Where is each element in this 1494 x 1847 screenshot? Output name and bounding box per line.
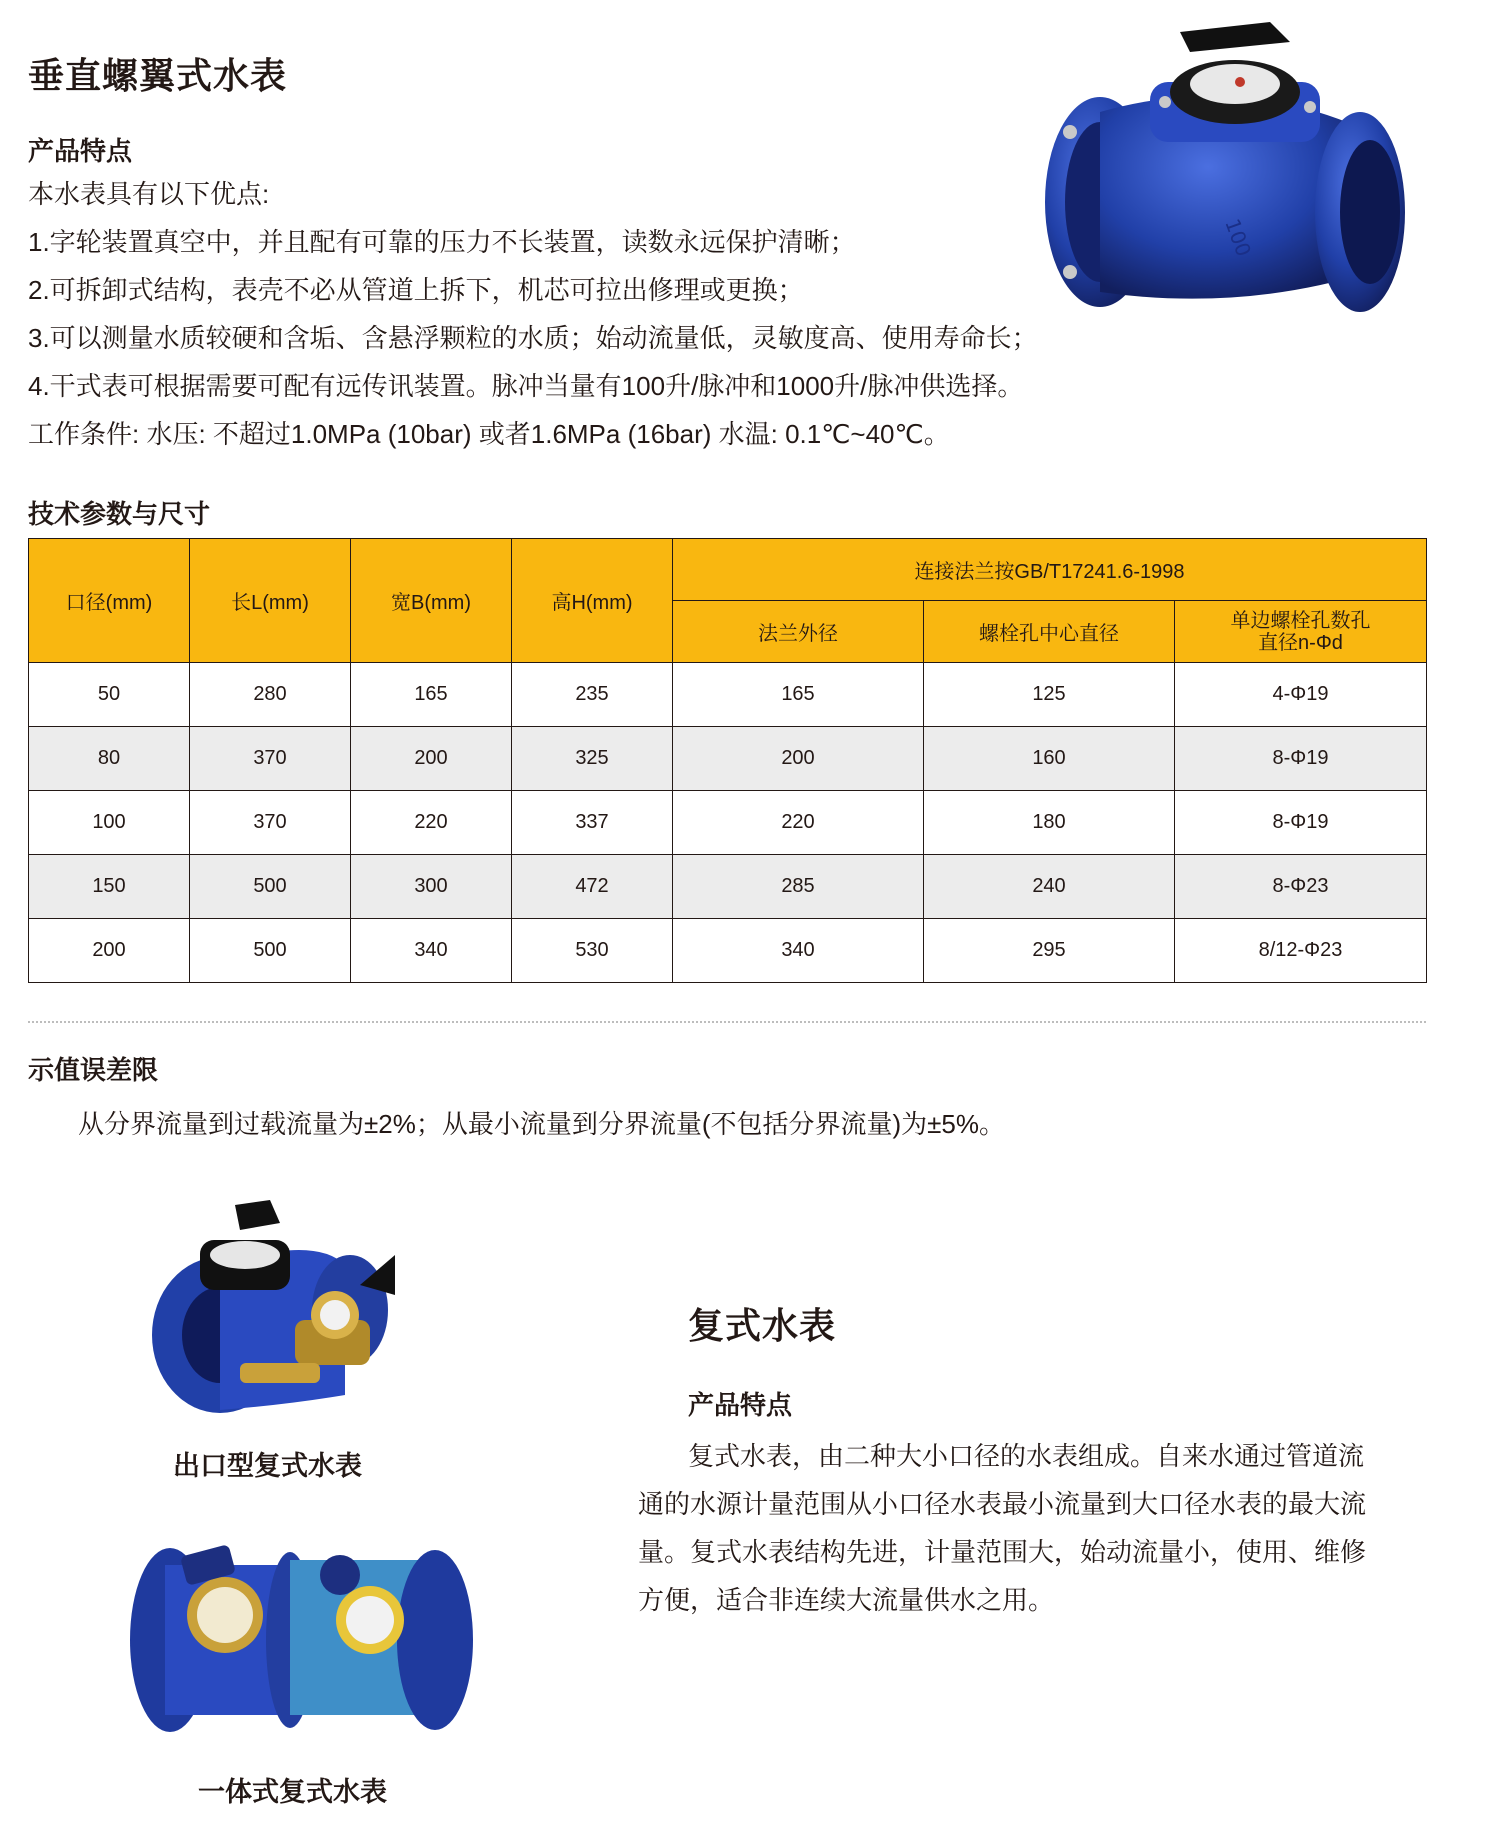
table-cell: 472 [512, 855, 673, 919]
table-row [29, 663, 1427, 727]
col-header-width: 宽B(mm) [351, 539, 512, 663]
table-cell: 200 [351, 727, 512, 791]
col-header-length: 长L(mm) [190, 539, 351, 663]
table-cell: 240 [924, 855, 1175, 919]
table-cell: 165 [673, 663, 924, 727]
col-header-diameter: 口径(mm) [29, 539, 190, 663]
export-compound-meter-image [145, 1195, 405, 1425]
table-cell: 200 [29, 919, 190, 983]
table-cell: 150 [29, 855, 190, 919]
table-cell: 8-Φ19 [1175, 791, 1427, 855]
table-heading: 技术参数与尺寸 [28, 499, 211, 529]
page-title: 垂直螺翼式水表 [28, 55, 288, 96]
table-row [29, 791, 1427, 855]
table-cell: 220 [673, 791, 924, 855]
feature-point: 3.可以测量水质较硬和含垢、含悬浮颗粒的水质；始动流量低，灵敏度高、使用寿命长； [28, 323, 1038, 353]
table-cell: 8/12-Φ23 [1175, 919, 1427, 983]
table-cell: 500 [190, 855, 351, 919]
product-caption-export: 出口型复式水表 [173, 1451, 362, 1481]
table-cell: 370 [190, 791, 351, 855]
intro-text: 本水表具有以下优点: [28, 179, 270, 209]
table-cell: 160 [924, 727, 1175, 791]
col-header-height: 高H(mm) [512, 539, 673, 663]
table-cell: 200 [673, 727, 924, 791]
col-header-flange-od: 法兰外径 [673, 601, 924, 663]
section2-paragraph-line: 复式水表，由二种大小口径的水表组成。自来水通过管道流 [688, 1441, 1365, 1471]
col-header-flange-group: 连接法兰按GB/T17241.6-1998 [673, 539, 1427, 601]
table-cell: 325 [512, 727, 673, 791]
product-caption-integrated: 一体式复式水表 [198, 1777, 387, 1807]
table-cell: 280 [190, 663, 351, 727]
dotted-divider [28, 1021, 1426, 1023]
section2-paragraph-line: 通的水源计量范围从小口径水表最小流量到大口径水表的最大流 [638, 1489, 1367, 1519]
table-cell: 340 [351, 919, 512, 983]
features-heading: 产品特点 [28, 136, 133, 166]
error-limit-heading: 示值误差限 [28, 1055, 159, 1085]
section2-paragraph-line: 量。复式水表结构先进，计量范围大，始动流量小，使用、维修 [638, 1537, 1367, 1567]
table-row [29, 919, 1427, 983]
spec-table [28, 538, 1427, 983]
col-header-bolt-holes: 单边螺栓孔数孔直径n-Φd [1175, 601, 1427, 663]
table-cell: 80 [29, 727, 190, 791]
table-row [29, 855, 1427, 919]
section2-features-heading: 产品特点 [688, 1390, 793, 1420]
table-row [29, 727, 1427, 791]
table-cell: 337 [512, 791, 673, 855]
table-cell: 165 [351, 663, 512, 727]
svg-text:100: 100 [1220, 215, 1256, 260]
table-cell: 500 [190, 919, 351, 983]
table-cell: 4-Φ19 [1175, 663, 1427, 727]
table-cell: 285 [673, 855, 924, 919]
table-cell: 340 [673, 919, 924, 983]
table-cell: 530 [512, 919, 673, 983]
section2-title: 复式水表 [688, 1305, 837, 1346]
table-cell: 125 [924, 663, 1175, 727]
table-cell: 300 [351, 855, 512, 919]
feature-point: 2.可拆卸式结构，表壳不必从管道上拆下，机芯可拉出修理或更换； [28, 275, 804, 305]
section2-paragraph-line: 方便，适合非连续大流量供水之用。 [638, 1585, 1055, 1615]
col-header-bolt-circle: 螺栓孔中心直径 [924, 601, 1175, 663]
table-cell: 295 [924, 919, 1175, 983]
table-cell: 370 [190, 727, 351, 791]
table-cell: 50 [29, 663, 190, 727]
table-cell: 235 [512, 663, 673, 727]
table-cell: 100 [29, 791, 190, 855]
integrated-compound-meter-image [125, 1530, 475, 1740]
feature-point: 4.干式表可根据需要可配有远传讯装置。脉冲当量有100升/脉冲和1000升/脉冲供选择。 [28, 371, 1024, 401]
working-conditions: 工作条件: 水压: 不超过1.0MPa (10bar) 或者1.6MPa (16bar) 水温: 0.1℃~40℃。 [28, 419, 950, 449]
table-cell: 8-Φ23 [1175, 855, 1427, 919]
feature-point: 1.字轮装置真空中，并且配有可靠的压力不长装置，读数永远保护清晰； [28, 227, 856, 257]
table-cell: 180 [924, 791, 1175, 855]
table-cell: 220 [351, 791, 512, 855]
table-cell: 8-Φ19 [1175, 727, 1427, 791]
vertical-water-meter-image [1040, 12, 1420, 342]
error-limit-text: 从分界流量到过载流量为±2%；从最小流量到分界流量(不包括分界流量)为±5%。 [78, 1109, 1006, 1139]
